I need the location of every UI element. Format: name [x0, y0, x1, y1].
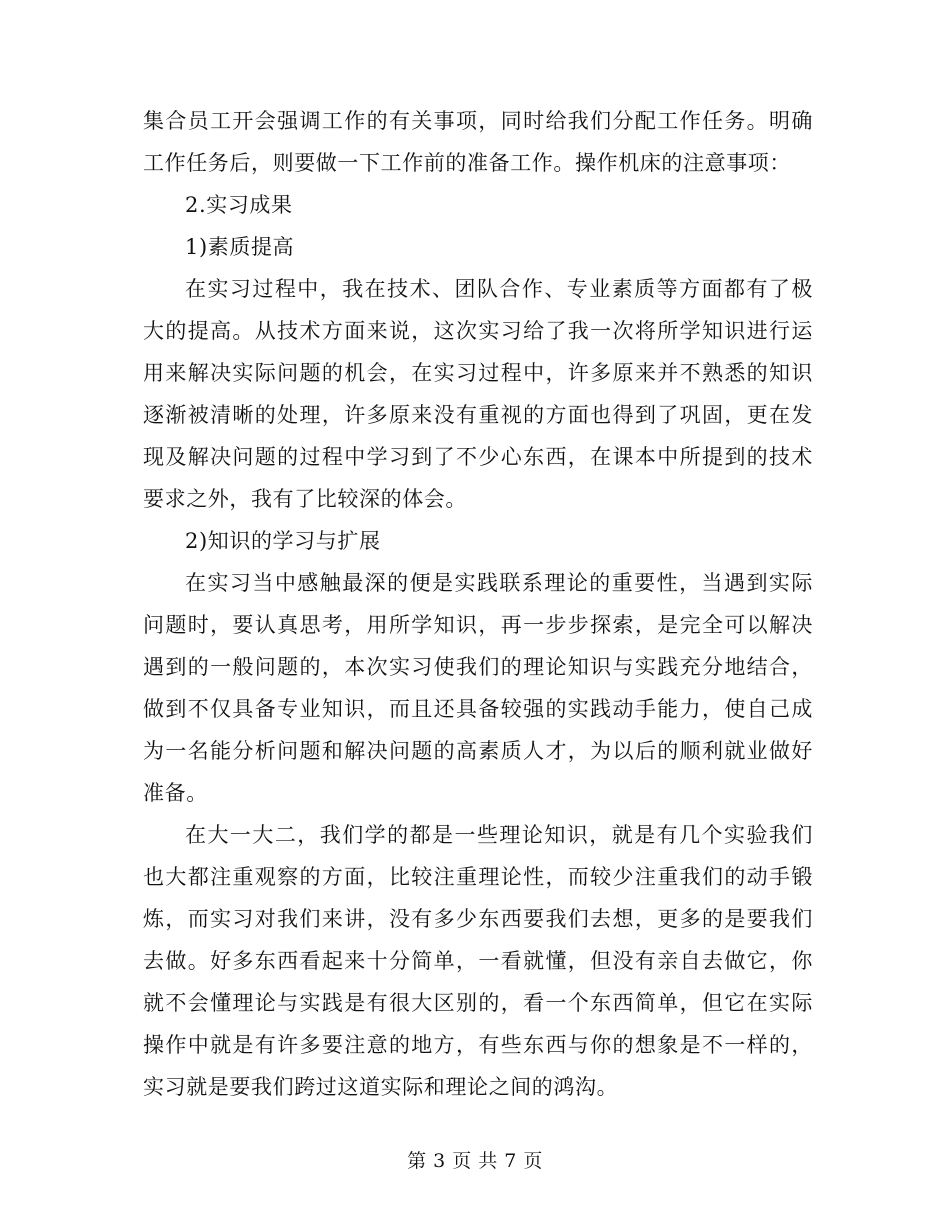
paragraph-line: 为一名能分析问题和解决问题的高素质人才，为以后的顺利就业做好	[143, 739, 813, 763]
paragraph-line: 准备。	[143, 781, 208, 805]
paragraph-line: 在大一大二，我们学的都是一些理论知识，就是有几个实验我们	[185, 823, 813, 847]
paragraph-line: 大的提高。从技术方面来说，这次实习给了我一次将所学知识进行运	[143, 319, 813, 343]
paragraph-line: 就不会懂理论与实践是有很大区别的，看一个东西简单，但它在实际	[143, 991, 813, 1015]
paragraph-line: 逐渐被清晰的处理，许多原来没有重视的方面也得到了巩固，更在发	[143, 403, 813, 427]
paragraph-line: 做到不仅具备专业知识，而且还具备较强的实践动手能力，使自己成	[143, 697, 813, 721]
paragraph-line: 去做。好多东西看起来十分简单，一看就懂，但没有亲自去做它，你	[143, 949, 813, 973]
paragraph-line: 用来解决实际问题的机会，在实习过程中，许多原来并不熟悉的知识	[143, 361, 813, 385]
paragraph-line: 集合员工开会强调工作的有关事项，同时给我们分配工作任务。明确	[143, 109, 813, 133]
paragraph-line: 问题时，要认真思考，用所学知识，再一步步探索，是完全可以解决	[143, 613, 813, 637]
paragraph-line: 工作任务后，则要做一下工作前的准备工作。操作机床的注意事项：	[143, 151, 791, 175]
subsection-heading: 2)知识的学习与扩展	[185, 529, 381, 553]
paragraph-line: 在实习当中感触最深的便是实践联系理论的重要性，当遇到实际	[185, 571, 813, 595]
section-heading: 2.实习成果	[185, 193, 293, 217]
paragraph-line: 在实习过程中，我在技术、团队合作、专业素质等方面都有了极	[185, 277, 813, 301]
body-text	[143, 100, 813, 1108]
paragraph-line: 实习就是要我们跨过这道实际和理论之间的鸿沟。	[143, 1075, 619, 1099]
paragraph-line: 也大都注重观察的方面，比较注重理论性，而较少注重我们的动手锻	[143, 865, 813, 889]
page-footer: 第 3 页 共 7 页	[407, 1150, 543, 1172]
paragraph-line: 操作中就是有许多要注意的地方，有些东西与你的想象是不一样的，	[143, 1033, 813, 1057]
paragraph-line: 遇到的一般问题的，本次实习使我们的理论知识与实践充分地结合，	[143, 655, 813, 679]
subsection-heading: 1)素质提高	[185, 235, 295, 259]
paragraph-line: 炼，而实习对我们来讲，没有多少东西要我们去想，更多的是要我们	[143, 907, 813, 931]
paragraph-line: 现及解决问题的过程中学习到了不少心东西，在课本中所提到的技术	[143, 445, 813, 469]
paragraph-line: 要求之外，我有了比较深的体会。	[143, 487, 467, 511]
